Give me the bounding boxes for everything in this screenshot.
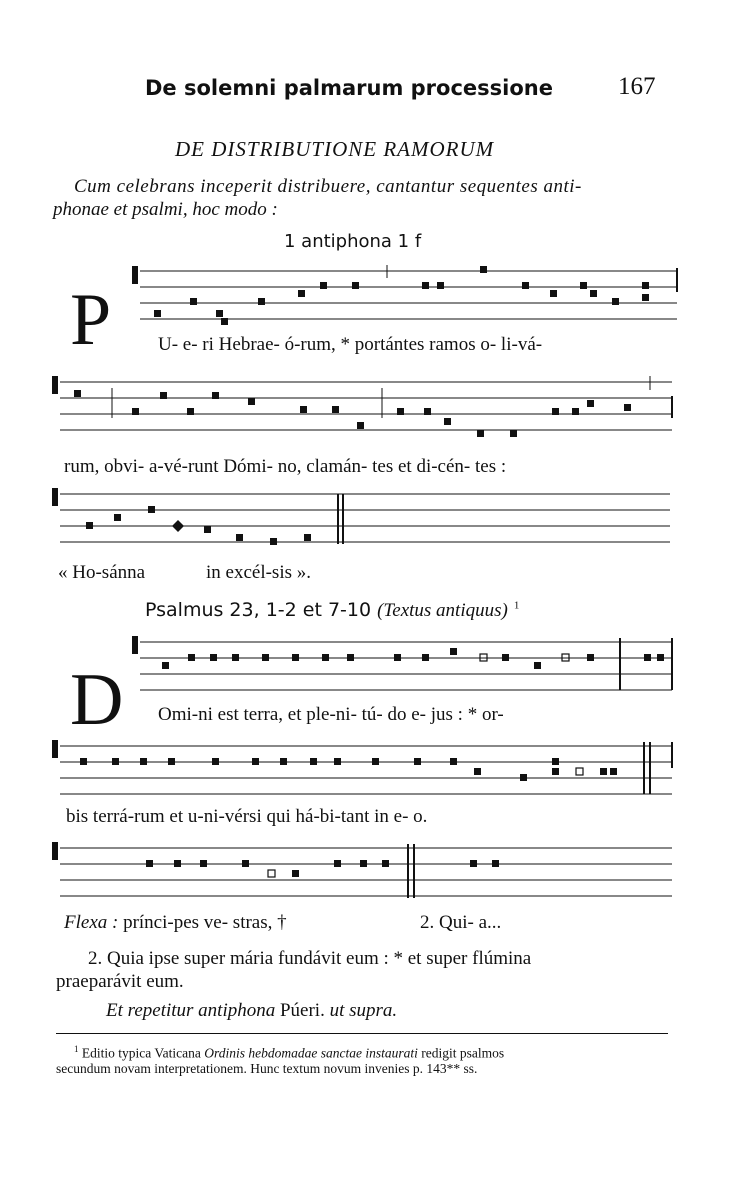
drop-initial-d: D (70, 659, 124, 741)
footnote-text-a: Editio typica Vaticana (81, 1045, 201, 1061)
psalm-staff-2 (52, 738, 674, 802)
footnote-text-italic: Ordinis hebdomadae sanctae instaurati (204, 1045, 418, 1061)
antiphon-lyric-line-3a: « Ho-sánna (58, 562, 146, 583)
rubric-line-2: phonae et psalmi, hoc modo : (53, 199, 278, 220)
flexa-right-text: 2. Qui- a... (420, 912, 502, 933)
chant-staff-3 (52, 486, 672, 552)
footnote-mark: 1 (74, 1044, 79, 1054)
antiphon-lyric-line-1: U- e- ri Hebrae- ó-rum, * portántes ramos o- li-vá- (158, 334, 543, 355)
psalm-lyric-line-2: bis terrá-rum et u-ni-vérsi qui há-bi-tant in e- o. (66, 806, 428, 827)
flexa-label: Flexa : (64, 912, 119, 933)
antiphon-lyric-line-2: rum, obvi- a-vé-runt Dómi- no, clamán- tes et di-cén- tes : (64, 456, 507, 477)
psalm-label-italic: (Textus antiquus) (377, 600, 508, 621)
section-heading: DE DISTRIBUTIONE RAMORUM (175, 137, 495, 161)
repeat-rubric-word: Púeri. (279, 1000, 325, 1021)
repeat-rubric-end: ut supra. (329, 1000, 398, 1021)
flexa-text: prínci-pes ve- stras, † (123, 912, 287, 933)
psalm-label-main: Psalmus 23, 1-2 et 7-10 (145, 599, 372, 621)
verse-2-line-1: 2. Quia ipse super mária fundávit eum : * et super flúmina (88, 948, 532, 969)
repeat-rubric-italic: Et repetitur antiphona (106, 1000, 276, 1021)
verse-2-line-2: praeparávit eum. (56, 971, 184, 992)
rubric-line-1: Cum celebrans inceperit distribuere, cantantur sequentes anti- (74, 176, 582, 197)
psalm-staff-3 (52, 840, 674, 904)
antiphon-label: 1 antiphona 1 f (284, 231, 422, 252)
footnote-line-2: secundum novam interpretationem. Hunc textum novum invenies p. 143** ss. (56, 1061, 478, 1076)
psalm-lyric-line-1: Omi-ni est terra, et ple-ni- tú- do e- jus : * or- (158, 704, 504, 725)
page-number: 167 (618, 73, 656, 100)
flexa-line (64, 912, 287, 934)
psalm-footnote-mark: 1 (513, 599, 520, 612)
psalm-staff-1 (132, 634, 682, 698)
footnote-line-1 (74, 1044, 504, 1062)
repeat-rubric (106, 1000, 397, 1022)
chant-staff-1 (132, 262, 692, 322)
footnote-text-b: redigit psalmos (421, 1045, 505, 1061)
chant-staff-2 (52, 374, 672, 444)
running-header-title: De solemni palmarum processione (145, 76, 553, 100)
drop-initial-p: P (70, 279, 112, 361)
psalm-label (145, 599, 519, 622)
footnote-rule (56, 1033, 668, 1034)
antiphon-lyric-line-3b: in excél-sis ». (206, 562, 312, 583)
